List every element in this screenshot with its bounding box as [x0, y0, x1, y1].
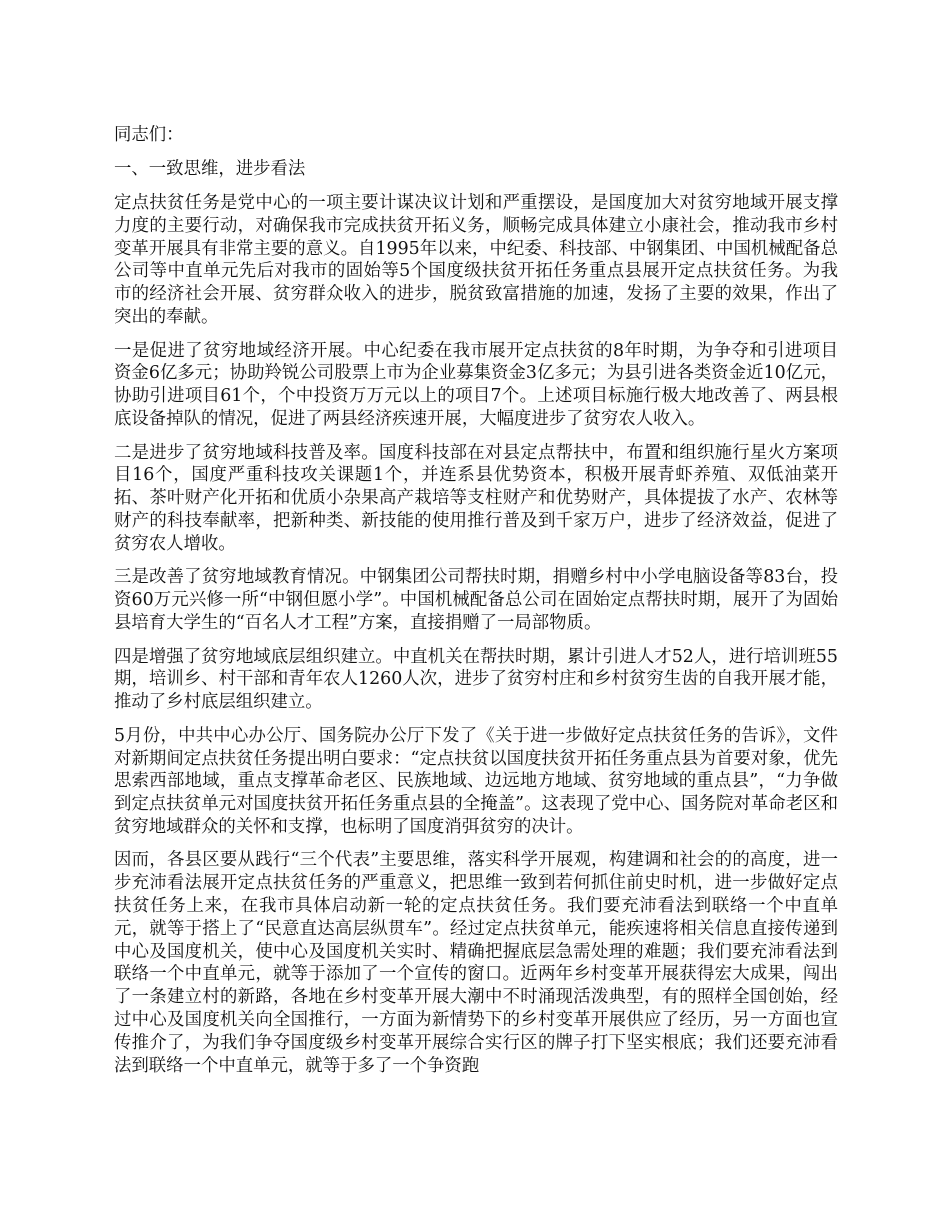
salutation: 同志们： — [114, 125, 184, 145]
paragraph-conclusion: 因而，各县区要从践行“三个代表”主要思维，落实科学开展观，构建调和社会的的高度，进一步充沛看法展开定点扶贫任务的严重意义，把思维一致到若何抓住前史时机，进一步做好定点扶贫任务上来，在我市具体启动新一轮的定点扶贫任务。我们要充沛看法到联络一个中直单元，就等于搭上了“民意直达高层纵贯车”。经过定点扶贫单元，能疾速将相关信息直接传递到中心及国度机关，使中心及国度机关实时、精确把握底层急需处理的难题；我们要充沛看法到联络一个中直单元，就等于添加了一个宣传的窗口。近两年乡村变革开展获得宏大成果，闯出了一条建立村的新路，各地在乡村变革开展大潮中不时涌现活泼典型，有的照样全国创始，经过中心及国度机关向全国推行，一方面为新情势下的乡村变革开展供应了经历，另一方面也宣传推介了，为我们争夺国度级乡村变革开展综合实行区的牌子打下坚实根底；我们还要充沛看法到联络一个中直单元，就等于多了一个争资跑 — [114, 850, 838, 1076]
paragraph-education: 三是改善了贫穷地域教育情况。中钢集团公司帮扶时期，捐赠乡村中小学电脑设备等83台，投资60万元兴修一所“中钢但愿小学”。中国机械配备总公司在固始定点帮扶时期，展开了为固始县培育大学生的“百名人才工程”方案，直接捐赠了一局部物质。 — [114, 567, 838, 633]
paragraph-organization: 四是增强了贫穷地域底层组织建立。中直机关在帮扶时期，累计引进人才52人，进行培训班55期，培训乡、村干部和青年农人1260人次，进步了贫穷村庄和乡村贫穷生齿的自我开展才能，推动了乡村底层组织建立。 — [114, 646, 838, 713]
paragraph-notice: 5月份，中共中心办公厅、国务院办公厅下发了《关于进一步做好定点扶贫任务的告诉》，文件对新期间定点扶贫任务提出明白要求：“定点扶贫以国度扶贫开拓任务重点县为首要对象，优先思索西部地域，重点支撑革命老区、民族地域、边远地方地域、贫穷地域的重点县”，“力争做到定点扶贫单元对国度扶贫开拓任务重点县的全掩盖”。这表现了党中心、国务院对革命老区和贫穷地域群众的关怀和支撑，也标明了国度消弭贫穷的决计。 — [114, 725, 838, 837]
paragraph-intro: 定点扶贫任务是党中心的一项主要计谋决议计划和严重摆设，是国度加大对贫穷地域开展支撑力度的主要行动，对确保我市完成扶贫开拓义务，顺畅完成具体建立小康社会，推动我市乡村变革开展具有非常主要的意义。自1995年以来，中纪委、科技部、中钢集团、中国机械配备总公司等中直单元先后对我市的固始等5个国度级扶贫开拓任务重点县展开定点扶贫任务。为我市的经济社会开展、贫穷群众收入的进步，脱贫致富措施的加速，发扬了主要的效果，作出了突出的奉献。 — [114, 192, 838, 327]
paragraph-technology: 二是进步了贫穷地域科技普及率。国度科技部在对县定点帮扶中，布置和组织施行星火方案项目16个，国度严重科技攻关课题1个，并连系县优势资本，积极开展青虾养殖、双低油菜开拓、茶叶财产化开拓和优质小杂果高产栽培等支柱财产和优势财产，具体提拔了水产、农林等财产的科技奉献率，把新种类、新技能的使用推行普及到千家万户，进步了经济效益，促进了贫穷农人增收。 — [114, 442, 838, 554]
document-page — [114, 124, 838, 1088]
section-heading: 一、一致思维，进步看法 — [114, 158, 306, 179]
paragraph-economy: 一是促进了贫穷地域经济开展。中心纪委在我市展开定点扶贫的8年时期，为争夺和引进项目资金6亿多元；协助羚锐公司股票上市为企业募集资金3亿多元；为县引进各类资金近10亿元，协助引进项目61个，个中投资万万元以上的项目7个。上述项目标施行极大地改善了、两县根底设备掉队的情况，促进了两县经济疾速开展，大幅度进步了贫穷农人收入。 — [114, 340, 838, 429]
